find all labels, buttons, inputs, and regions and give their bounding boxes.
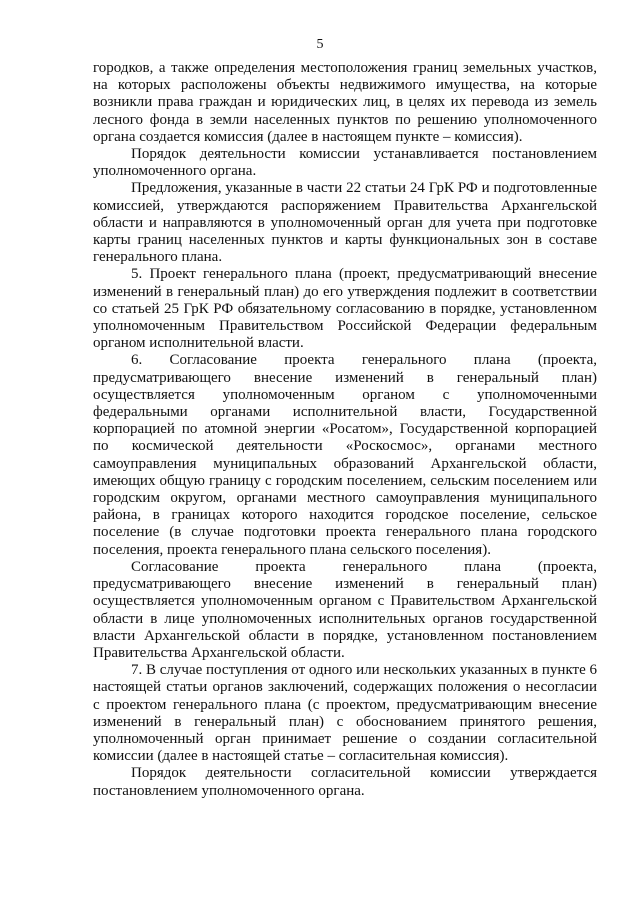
paragraph: Предложения, указанные в части 22 статьи 24 ГрК РФ и подготовленные комиссией, утверждаются распоряжением Правительства Архангельской области и направляются в уполномоченный орган для учета при подготовке карты границ населенных пунктов и карты функциональных зон в составе генерального плана.	[93, 180, 597, 266]
paragraph: Порядок деятельности согласительной комиссии утверждается постановлением уполномоченного органа.	[93, 765, 597, 799]
paragraph: 7. В случае поступления от одного или нескольких указанных в пункте 6 настоящей статьи органов заключений, содержащих положения о несогласии с проектом генерального плана (с проектом, предусматривающим внесение изменений в генеральный план) с обоснованием принятого решения, уполномоченный орган принимает решение о создании согласительной комиссии (далее в настоящей статье – согласительная комиссия).	[93, 662, 598, 765]
paragraph: 5. Проект генерального плана (проект, предусматривающий внесение изменений в генеральный план) до его утверждения подлежит в соответствии со статьей 25 ГрК РФ обязательному согласованию в порядке, установленном уполномоченным Правительством Российской Федерации федеральным органом исполнительной власти.	[93, 266, 597, 352]
paragraph: городков, а также определения местоположения границ земельных участков, на которых расположены объекты недвижимого имущества, на которые возникли права граждан и юридических лиц, в целях их перевода из земель лесного фонда в земли населенных пунктов по решению уполномоченного органа создается комиссия (далее в настоящем пункте – комиссия).	[93, 60, 597, 145]
paragraph: Порядок деятельности комиссии устанавливается постановлением уполномоченного органа.	[93, 146, 597, 180]
page-number: 5	[316, 37, 324, 52]
paragraph: Согласование проекта генерального плана (проекта, предусматривающего внесение изменений в генеральный план) осуществляется уполномоченным органом с Правительством Архангельской области в лице уполномоченных исполнительных органов государственной власти Архангельской области в порядке, установленном постановлением Правительства Архангельской области.	[93, 558, 597, 661]
paragraph: 6. Согласование проекта генерального плана (проекта, предусматривающего внесение изменений в генеральный план) осуществляется уполномоченным органом с уполномоченными федеральными органами исполнительной власти, Государственной корпорацией по атомной энергии «Росатом», Государственной корпорацией по космической деятельности «Роскосмос», органами местного самоуправления муниципальных образований Архангельской области, имеющих общую границу с городским поселением, сельским поселением или городским округом, органами местного самоуправления муниципального района, в границах которого находится городское поселение, сельское поселение (в случае подготовки проекта генерального плана городского поселения, проекта генерального плана сельского поселения).	[93, 352, 597, 558]
document-body	[93, 60, 597, 800]
